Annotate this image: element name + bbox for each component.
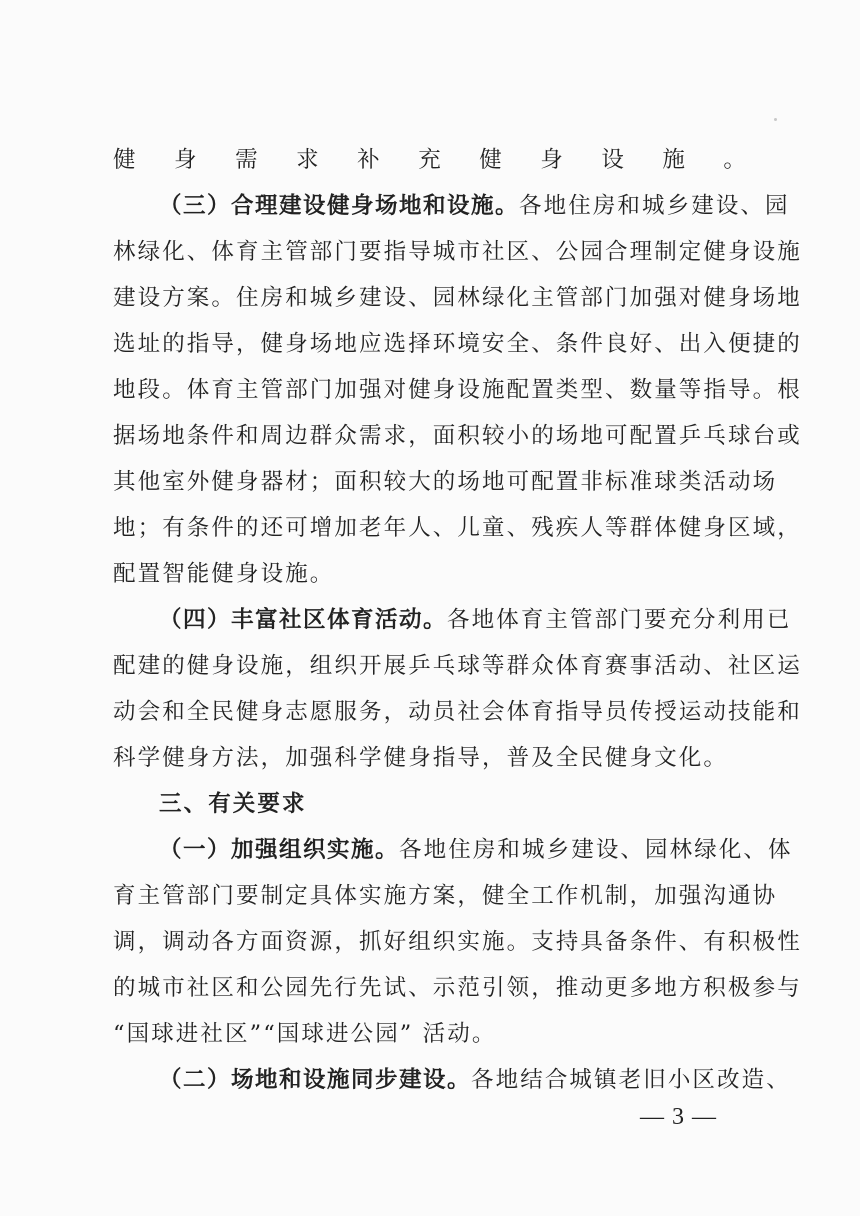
paragraph-line: 选址的指导，健身场地应选择环境安全、条件良好、出入便捷的 [113,331,802,357]
paragraph-line: 育主管部门要制定具体实施方案，健全工作机制，加强沟通协 [113,883,778,909]
paragraph-line: 动会和全民健身志愿服务，动员社会体育指导员传授运动技能和 [113,699,802,725]
paragraph-line: 其他室外健身器材；面积较大的场地可配置非标准球类活动场 [113,469,778,495]
paragraph-line: （二）场地和设施同步建设。各地结合城镇老旧小区改造、 [159,1067,791,1093]
paragraph-line: 林绿化、体育主管部门要指导城市社区、公园合理制定健身设施 [113,239,802,265]
page-number: — 3 — [640,1104,717,1130]
section-lead: （一）加强组织实施。 [159,837,400,863]
paragraph-line: 配建的健身设施，组织开展乒乓球等群众体育赛事活动、社区运 [113,653,802,679]
paragraph-line: 建设方案。住房和城乡建设、园林绿化主管部门加强对健身场地 [113,285,802,311]
section-lead: （四）丰富社区体育活动。 [159,607,448,633]
section-lead: （三）合理建设健身场地和设施。 [159,193,520,219]
paragraph-line: 地；有条件的还可增加老年人、儿童、残疾人等群体健身区域， [113,515,802,541]
paragraph-line: 地段。体育主管部门加强对健身设施配置类型、数量等指导。根 [113,377,802,403]
paragraph-line: 调，调动各方面资源，抓好组织实施。支持具备条件、有积极性 [113,929,802,955]
paragraph-line: 健身需求补充健身设施。 [113,147,748,173]
paragraph-line: 科学健身方法，加强科学健身指导，普及全民健身文化。 [113,745,729,771]
paragraph-line: （一）加强组织实施。各地住房和城乡建设、园林绿化、体 [159,837,793,863]
scan-speck [774,118,777,121]
section-lead: （二）场地和设施同步建设。 [159,1067,472,1093]
paragraph-line: （三）合理建设健身场地和设施。各地住房和城乡建设、园 [159,193,790,219]
paragraph-line: 据场地条件和周边群众需求，面积较小的场地可配置乒乓球台或 [113,423,802,449]
paragraph-line: （四）丰富社区体育活动。各地体育主管部门要充分利用已 [159,607,792,633]
paragraph-line: “国球进社区”“国球进公园” 活动。 [113,1021,497,1047]
section-heading: 三、有关要求 [159,791,307,817]
document-body [113,137,802,1103]
paragraph-line: 配置智能健身设施。 [113,561,335,587]
paragraph-line: 的城市社区和公园先行先试、示范引领，推动更多地方积极参与 [113,975,802,1001]
